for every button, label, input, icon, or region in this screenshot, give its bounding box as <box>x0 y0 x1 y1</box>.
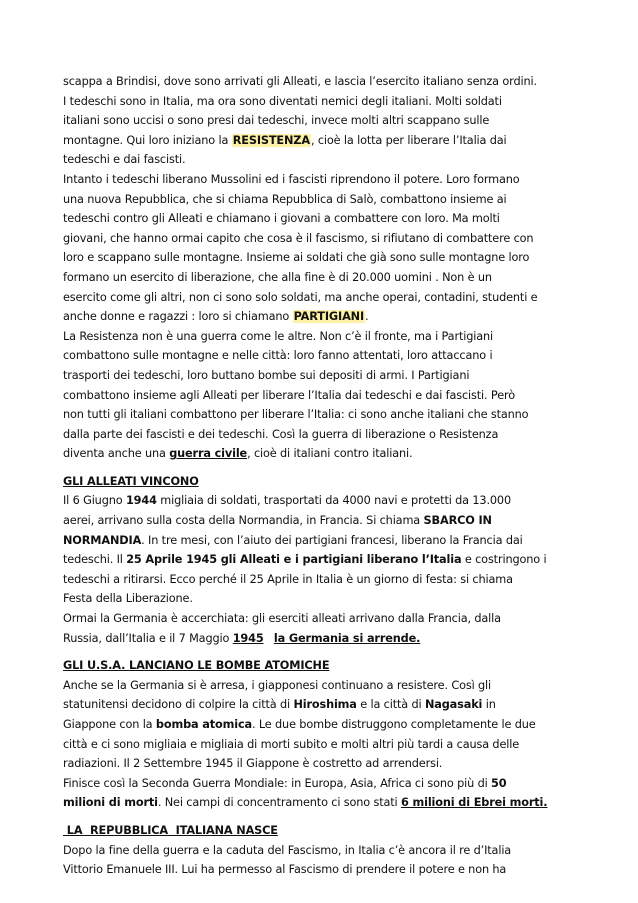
text-line: aerei, arrivano sulla costa della Normandia, in Francia. Si chiama SBARCO IN <box>63 514 492 528</box>
text-line: NORMANDIA. In tre mesi, con l’aiuto dei partigiani francesi, liberano la Francia dai <box>63 533 523 547</box>
text-line: esercito come gli altri, non ci sono solo soldati, ma anche operai, contadini, studenti e <box>63 290 538 304</box>
text-line: milioni di morti. Nei campi di concentramento ci sono stati 6 milioni di Ebrei morti. <box>63 796 548 810</box>
text-line: tedeschi contro gli Alleati e chiamano i giovani a combattere con loro. Ma molti <box>63 212 500 226</box>
text-line: Finisce così la Seconda Guerra Mondiale: in Europa, Asia, Africa ci sono più di 50 <box>63 776 507 790</box>
text-line: Il 6 Giugno 1944 migliaia di soldati, trasportati da 4000 navi e protetti da 13.000 <box>63 494 512 508</box>
text-line: giovani, che hanno ormai capito che cosa è il fascismo, si rifiutano di combattere con <box>63 231 534 245</box>
text-line: Ormai la Germania è accerchiata: gli eserciti alleati arrivano dalla Francia, dalla <box>63 612 501 626</box>
text-line: una nuova Repubblica, che si chiama Repubblica di Salò, combattono insieme ai <box>63 192 507 206</box>
text-line: italiani sono uccisi o sono presi dai tedeschi, invece molti altri scappano sulle <box>63 114 490 128</box>
text-line: loro e scappano sulle montagne. Insieme ai soldati che già sono sulle montagne loro <box>63 251 530 265</box>
text-line: La Resistenza non è una guerra come le altre. Non c’è il fronte, ma i Partigiani <box>63 329 493 343</box>
text-line: Vittorio Emanuele III. Lui ha permesso al Fascismo di prendere il potere e non ha <box>63 863 507 877</box>
text-line: anche donne e ragazzi : loro si chiamano PARTIGIANI. <box>63 310 369 324</box>
text-line: Dopo la fine della guerra e la caduta del Fascismo, in Italia c’è ancora il re d’Italia <box>63 843 512 857</box>
section-heading: GLI ALLEATI VINCONO <box>63 474 199 488</box>
text-line: Festa della Liberazione. <box>63 592 193 606</box>
text-line: trasporti dei tedeschi, loro buttano bombe sui depositi di armi. I Partigiani <box>63 368 470 382</box>
text-line: tedeschi a ritirarsi. Ecco perché il 25 Aprile in Italia è un giorno di festa: si chiama <box>63 572 513 586</box>
section-heading: GLI U.S.A. LANCIANO LE BOMBE ATOMICHE <box>63 659 330 673</box>
text-line: combattono sulle montagne e nelle città: loro fanno attentati, loro attaccano i <box>63 349 493 363</box>
text-line: I tedeschi sono in Italia, ma ora sono diventati nemici degli italiani. Molti soldati <box>63 94 502 108</box>
text-line: statunitensi decidono di colpire la città di Hiroshima e la città di Nagasaki in <box>63 698 496 712</box>
text-line: combattono insieme agli Alleati per liberare l’Italia dai tedeschi e dai fascisti. Però <box>63 388 515 402</box>
text-line: radiazioni. Il 2 Settembre 1945 il Giappone è costretto ad arrendersi. <box>63 757 443 771</box>
document-page <box>63 72 583 880</box>
text-line: Giappone con la bomba atomica. Le due bombe distruggono completamente le due <box>63 718 536 731</box>
term-resistenza: RESISTENZA <box>232 133 310 147</box>
text-line: montagne. Qui loro iniziano la RESISTENZA, cioè la lotta per liberare l’Italia dai <box>63 133 507 147</box>
term-guerra-civile: guerra civile <box>169 447 248 461</box>
text-line: diventa anche una guerra civile, cioè di italiani contro italiani. <box>63 447 413 461</box>
text-line: Intanto i tedeschi liberano Mussolini ed i fascisti riprendono il potere. Loro formano <box>63 172 520 186</box>
section-heading: LA REPUBBLICA ITALIANA NASCE <box>63 823 278 837</box>
text-line: non tutti gli italiani combattono per liberare l’Italia: ci sono anche italiani che stanno <box>63 408 529 422</box>
text-line: tedeschi. Il 25 Aprile 1945 gli Alleati e i partigiani liberano l’Italia e costringono i <box>63 553 547 567</box>
text-line: tedeschi e dai fascisti. <box>63 153 186 167</box>
term-partigiani: PARTIGIANI <box>293 310 365 324</box>
text-line: città e ci sono migliaia e migliaia di morti subito e molti altri più tardi a causa delle <box>63 737 520 751</box>
text-line: scappa a Brindisi, dove sono arrivati gli Alleati, e lascia l’esercito italiano senza ordini. <box>63 75 537 88</box>
text-line: Russia, dall’Italia e il 7 Maggio 1945 la Germania si arrende. <box>63 631 421 645</box>
text-line: formano un esercito di liberazione, che alla fine è di 20.000 uomini . Non è un <box>63 270 492 284</box>
text-line: dalla parte dei fascisti e dei tedeschi. Così la guerra di liberazione o Resistenza <box>63 427 499 441</box>
text-line: Anche se la Germania si è arresa, i giapponesi continuano a resistere. Così gli <box>63 678 492 692</box>
